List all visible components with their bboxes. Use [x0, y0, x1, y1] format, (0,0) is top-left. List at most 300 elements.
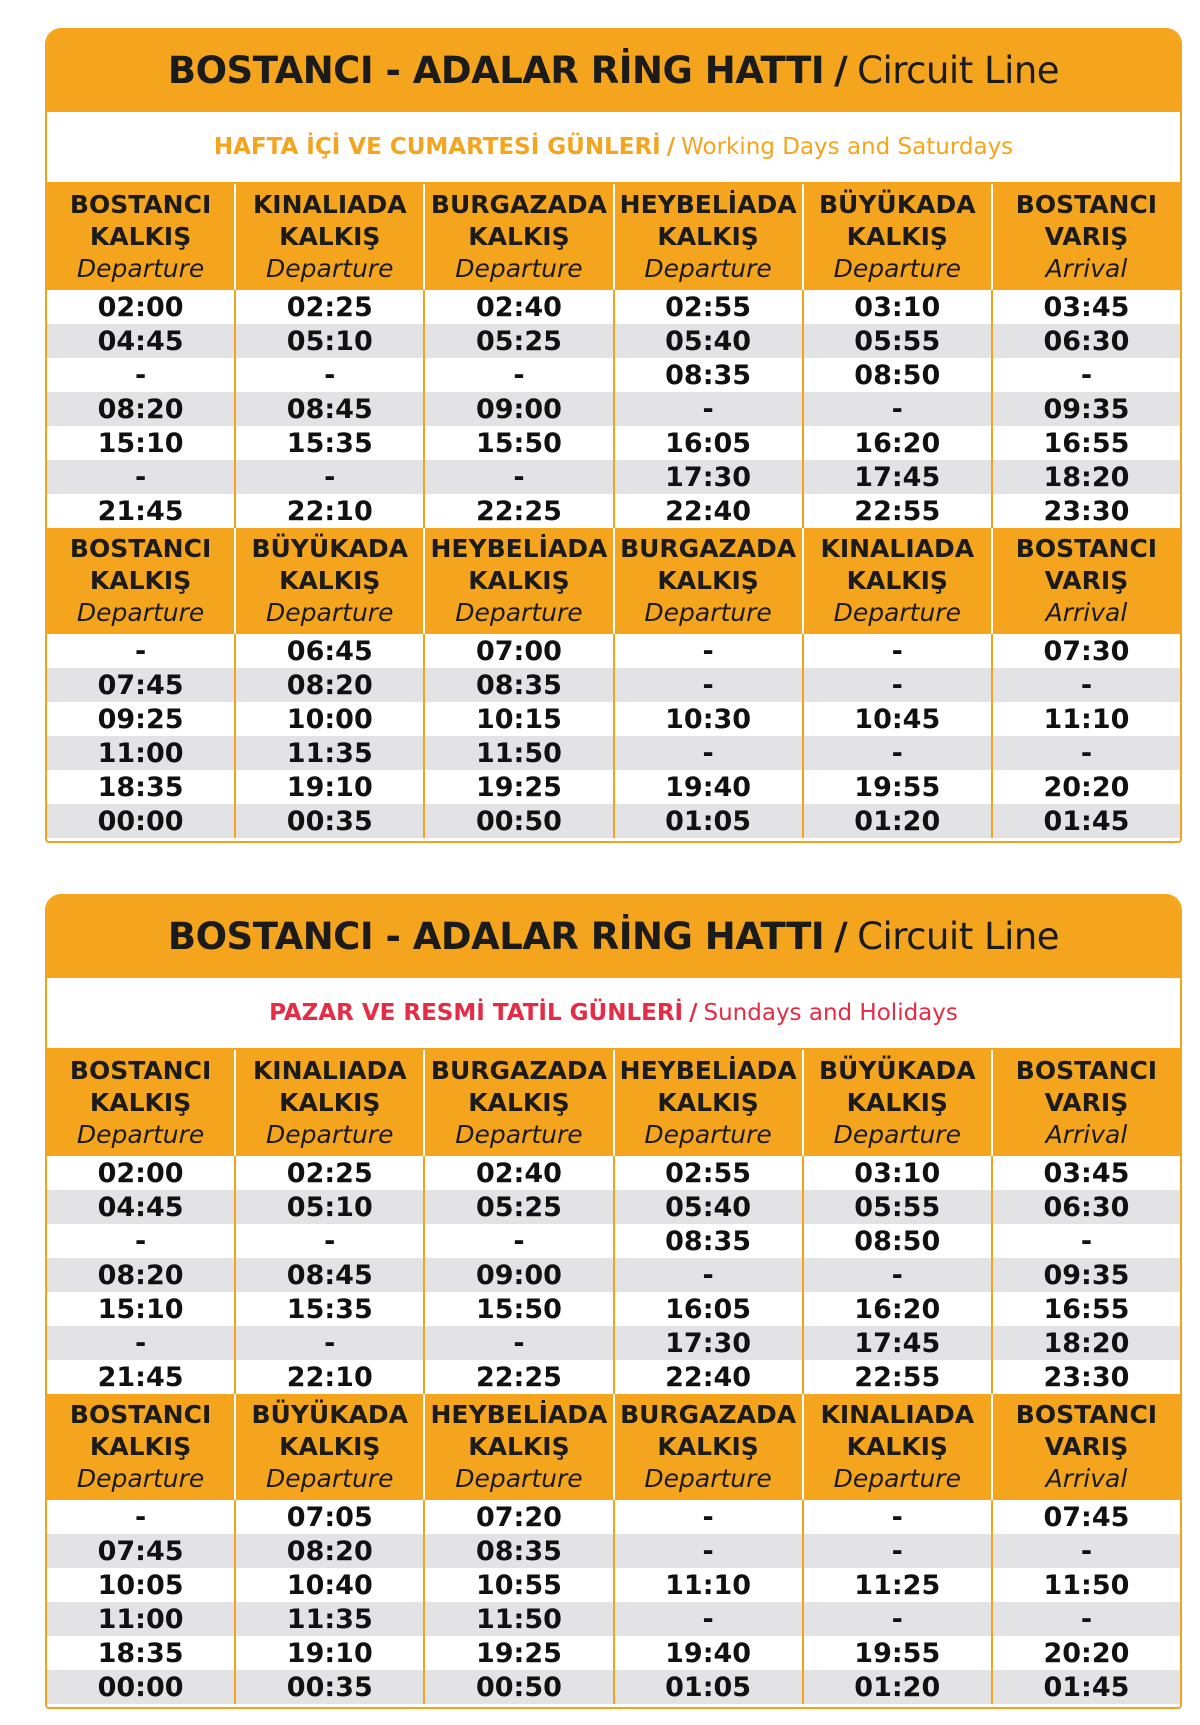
- table-row: [47, 736, 1180, 770]
- title-separator: /: [834, 48, 848, 92]
- table-row: [47, 1190, 1180, 1224]
- time-cell: 02:55: [615, 1156, 804, 1190]
- time-cell: 05:40: [615, 324, 804, 358]
- column-header: [615, 528, 804, 634]
- table-row: [47, 1670, 1180, 1704]
- time-cell: 01:45: [1043, 1671, 1130, 1703]
- time-cell: -: [615, 736, 804, 770]
- subtitle-turkish: PAZAR VE RESMİ TATİL GÜNLERİ: [269, 1000, 684, 1026]
- time-cell: 04:45: [47, 324, 236, 358]
- time-cell: 03:45: [1043, 1157, 1130, 1189]
- header-type: KALKIŞ: [846, 1088, 948, 1117]
- time-cell: 02:40: [425, 1156, 614, 1190]
- header-station: KINALIADA: [820, 534, 975, 563]
- table-row: [47, 1602, 1180, 1636]
- header-type-english: Departure: [833, 1120, 961, 1149]
- time-cell: 08:50: [804, 358, 993, 392]
- header-type-english: Departure: [644, 1120, 772, 1149]
- header-type: KALKIŞ: [657, 566, 759, 595]
- time-cell: -: [236, 358, 425, 392]
- header-type: KALKIŞ: [846, 566, 948, 595]
- weekday-timetable: [45, 28, 1182, 843]
- header-station: KINALIADA: [820, 1400, 975, 1429]
- time-cell: 07:30: [1043, 635, 1130, 667]
- time-cell: 10:05: [47, 1568, 236, 1602]
- time-cell: -: [425, 1224, 614, 1258]
- time-cell: 19:40: [615, 770, 804, 804]
- header-type-english: Departure: [76, 1464, 205, 1493]
- time-cell: -: [615, 1258, 804, 1292]
- time-cell: 11:10: [615, 1568, 804, 1602]
- time-cell: -: [804, 1258, 993, 1292]
- subtitle-turkish: HAFTA İÇİ VE CUMARTESİ GÜNLERİ: [213, 134, 661, 160]
- table-row: [47, 460, 1180, 494]
- header-station: BOSTANCI: [1015, 1400, 1158, 1429]
- column-header: [236, 184, 425, 290]
- time-cell: 08:20: [47, 1258, 236, 1292]
- time-cell: 10:15: [425, 702, 614, 736]
- time-cell: -: [1080, 1535, 1093, 1567]
- time-cell: 01:45: [1043, 805, 1130, 837]
- column-header: [993, 1394, 1180, 1500]
- time-cell: -: [425, 358, 614, 392]
- table-row: [47, 1224, 1180, 1258]
- header-station: BÜYÜKADA: [251, 1400, 409, 1429]
- time-cell: 22:25: [425, 494, 614, 528]
- time-cell: 17:30: [615, 1326, 804, 1360]
- header-type: KALKIŞ: [279, 1432, 381, 1461]
- table-row: [47, 634, 1180, 668]
- time-cell: 17:45: [804, 460, 993, 494]
- header-type-english: Departure: [266, 254, 394, 283]
- header-station: BOSTANCI: [69, 534, 212, 563]
- time-cell: -: [1080, 359, 1093, 391]
- header-station: KINALIADA: [252, 1056, 407, 1085]
- header-type-english: Departure: [644, 254, 772, 283]
- time-cell: 07:45: [47, 1534, 236, 1568]
- column-header: [615, 1394, 804, 1500]
- header-type-english: Departure: [266, 598, 394, 627]
- header-type: KALKIŞ: [468, 1088, 570, 1117]
- schedule-subtitle: [47, 112, 1180, 184]
- time-cell: 11:10: [1043, 703, 1130, 735]
- time-cell: 22:25: [425, 1360, 614, 1394]
- time-cell: 02:25: [236, 1156, 425, 1190]
- subtitle-english: Sundays and Holidays: [703, 1000, 958, 1026]
- time-cell: 07:00: [425, 634, 614, 668]
- header-type-english: Departure: [644, 1464, 772, 1493]
- header-type-english: Arrival: [1045, 1464, 1128, 1493]
- time-cell: 18:20: [1043, 461, 1130, 493]
- header-type: KALKIŞ: [846, 1432, 948, 1461]
- header-type-english: Departure: [76, 598, 205, 627]
- time-cell: 23:30: [1043, 495, 1130, 527]
- table-row: [47, 1636, 1180, 1670]
- time-cell: 02:00: [47, 290, 236, 324]
- column-header: [804, 528, 993, 634]
- time-cell: 05:55: [804, 1190, 993, 1224]
- time-cell: -: [615, 1534, 804, 1568]
- table-row: [47, 1156, 1180, 1190]
- time-cell: 08:20: [47, 392, 236, 426]
- time-cell: 07:05: [236, 1500, 425, 1534]
- header-type: VARIŞ: [1044, 1432, 1129, 1461]
- time-cell: 22:40: [615, 494, 804, 528]
- time-cell: -: [615, 668, 804, 702]
- time-cell: -: [804, 668, 993, 702]
- time-cell: -: [236, 1224, 425, 1258]
- column-header: [993, 184, 1180, 290]
- header-type: VARIŞ: [1044, 566, 1129, 595]
- time-cell: 09:00: [425, 1258, 614, 1292]
- time-cell: 16:20: [804, 1292, 993, 1326]
- header-station: HEYBELİADA: [619, 190, 797, 219]
- column-header: [425, 528, 614, 634]
- time-cell: 19:25: [425, 1636, 614, 1670]
- time-cell: 04:45: [47, 1190, 236, 1224]
- section-return: [47, 528, 1180, 838]
- table-row: [47, 324, 1180, 358]
- time-cell: 15:50: [425, 426, 614, 460]
- time-cell: 11:25: [804, 1568, 993, 1602]
- table-row: [47, 1500, 1180, 1534]
- section-outbound: [47, 184, 1180, 528]
- column-header: [615, 184, 804, 290]
- section-return: [47, 1394, 1180, 1704]
- title-english: Circuit Line: [857, 48, 1060, 92]
- title-separator: /: [834, 914, 848, 958]
- column-header: [47, 1394, 236, 1500]
- time-cell: 18:35: [47, 770, 236, 804]
- time-cell: 20:20: [1043, 771, 1130, 803]
- time-cell: 11:50: [425, 736, 614, 770]
- column-header: [425, 1050, 614, 1156]
- header-type-english: Departure: [76, 254, 205, 283]
- time-cell: 00:00: [47, 1670, 236, 1704]
- table-row: [47, 1360, 1180, 1394]
- time-cell: 05:10: [236, 1190, 425, 1224]
- column-header: [804, 184, 993, 290]
- header-station: HEYBELİADA: [430, 534, 608, 563]
- time-cell: 11:35: [236, 1602, 425, 1636]
- timetable-title: [47, 894, 1180, 978]
- time-cell: 08:20: [236, 668, 425, 702]
- header-station: BURGAZADA: [620, 534, 797, 563]
- time-cell: 20:20: [1043, 1637, 1130, 1669]
- time-cell: -: [804, 1500, 993, 1534]
- header-station: BÜYÜKADA: [251, 534, 409, 563]
- header-type: KALKIŞ: [468, 566, 570, 595]
- time-cell: 11:50: [425, 1602, 614, 1636]
- table-row: [47, 1292, 1180, 1326]
- subtitle-separator: /: [689, 1000, 698, 1026]
- table-row: [47, 702, 1180, 736]
- header-type-english: Departure: [833, 598, 961, 627]
- header-type-english: Departure: [455, 1120, 583, 1149]
- header-type-english: Departure: [833, 254, 961, 283]
- column-header: [47, 1050, 236, 1156]
- header-station: BOSTANCI: [1015, 190, 1158, 219]
- time-cell: 19:55: [804, 770, 993, 804]
- time-cell: 08:35: [425, 1534, 614, 1568]
- time-cell: 15:10: [47, 426, 236, 460]
- time-cell: 22:40: [615, 1360, 804, 1394]
- time-cell: 06:30: [1043, 1191, 1130, 1223]
- time-cell: -: [804, 392, 993, 426]
- time-cell: 00:50: [425, 1670, 614, 1704]
- column-header: [236, 1394, 425, 1500]
- time-cell: 01:05: [615, 1670, 804, 1704]
- time-cell: -: [615, 1602, 804, 1636]
- header-type-english: Departure: [455, 598, 583, 627]
- header-row: [47, 528, 1180, 634]
- table-row: [47, 392, 1180, 426]
- header-type: KALKIŞ: [279, 566, 381, 595]
- header-type: KALKIŞ: [468, 222, 570, 251]
- header-type-english: Departure: [455, 1464, 583, 1493]
- column-header: [615, 1050, 804, 1156]
- header-station: BURGAZADA: [430, 190, 607, 219]
- time-cell: 22:55: [804, 1360, 993, 1394]
- time-cell: 08:45: [236, 392, 425, 426]
- time-cell: 10:45: [804, 702, 993, 736]
- time-cell: 10:00: [236, 702, 425, 736]
- column-header: [236, 528, 425, 634]
- time-cell: -: [1080, 1603, 1093, 1635]
- title-main: BOSTANCI - ADALAR RİNG HATTI: [167, 914, 825, 958]
- header-type: KALKIŞ: [279, 1088, 381, 1117]
- time-cell: 06:30: [1043, 325, 1130, 357]
- time-cell: 16:20: [804, 426, 993, 460]
- time-cell: 00:35: [236, 804, 425, 838]
- column-header: [47, 184, 236, 290]
- header-row: [47, 1394, 1180, 1500]
- time-cell: 17:45: [804, 1326, 993, 1360]
- time-cell: 16:05: [615, 426, 804, 460]
- header-type: KALKIŞ: [468, 1432, 570, 1461]
- time-cell: -: [615, 392, 804, 426]
- time-cell: -: [47, 1224, 236, 1258]
- time-cell: 19:25: [425, 770, 614, 804]
- time-cell: 03:45: [1043, 291, 1130, 323]
- header-station: BOSTANCI: [1015, 1056, 1158, 1085]
- time-cell: 02:55: [615, 290, 804, 324]
- column-header: [804, 1394, 993, 1500]
- table-row: [47, 1258, 1180, 1292]
- subtitle-separator: /: [666, 134, 676, 160]
- header-type-english: Arrival: [1045, 598, 1128, 627]
- time-cell: -: [1080, 737, 1093, 769]
- header-type: KALKIŞ: [89, 1088, 192, 1117]
- table-row: [47, 804, 1180, 838]
- table-row: [47, 1534, 1180, 1568]
- time-cell: 07:45: [47, 668, 236, 702]
- time-cell: -: [804, 1602, 993, 1636]
- time-cell: 10:40: [236, 1568, 425, 1602]
- header-station: HEYBELİADA: [430, 1400, 608, 1429]
- table-row: [47, 494, 1180, 528]
- time-cell: 08:35: [615, 358, 804, 392]
- time-cell: 02:00: [47, 1156, 236, 1190]
- time-cell: 18:20: [1043, 1327, 1130, 1359]
- time-cell: 00:35: [236, 1670, 425, 1704]
- time-cell: -: [47, 358, 236, 392]
- time-cell: 08:20: [236, 1534, 425, 1568]
- column-header: [425, 184, 614, 290]
- header-type-english: Departure: [266, 1120, 394, 1149]
- header-station: BURGAZADA: [430, 1056, 607, 1085]
- time-cell: 09:35: [1043, 393, 1130, 425]
- time-cell: 01:05: [615, 804, 804, 838]
- time-cell: 08:45: [236, 1258, 425, 1292]
- time-cell: -: [615, 634, 804, 668]
- time-cell: -: [1080, 1225, 1093, 1257]
- time-cell: 19:55: [804, 1636, 993, 1670]
- time-cell: 11:50: [1043, 1569, 1130, 1601]
- header-station: HEYBELİADA: [619, 1056, 797, 1085]
- time-cell: 09:25: [47, 702, 236, 736]
- subtitle-english: Working Days and Saturdays: [681, 134, 1014, 160]
- time-cell: 16:55: [1043, 1293, 1130, 1325]
- header-station: BÜYÜKADA: [818, 1056, 976, 1085]
- time-cell: 19:10: [236, 770, 425, 804]
- time-cell: 09:35: [1043, 1259, 1130, 1291]
- time-cell: 19:10: [236, 1636, 425, 1670]
- time-cell: 10:30: [615, 702, 804, 736]
- time-cell: -: [236, 1326, 425, 1360]
- time-cell: 15:35: [236, 1292, 425, 1326]
- table-row: [47, 1326, 1180, 1360]
- header-type: KALKIŞ: [657, 1088, 759, 1117]
- time-cell: 03:10: [804, 1156, 993, 1190]
- time-cell: 11:00: [47, 1602, 236, 1636]
- section-outbound: [47, 1050, 1180, 1394]
- time-cell: 16:55: [1043, 427, 1130, 459]
- time-cell: 05:25: [425, 1190, 614, 1224]
- header-row: [47, 1050, 1180, 1156]
- header-type: VARIŞ: [1044, 222, 1129, 251]
- header-station: BOSTANCI: [69, 1056, 212, 1085]
- time-cell: 11:35: [236, 736, 425, 770]
- time-cell: -: [47, 1326, 236, 1360]
- time-cell: 01:20: [804, 804, 993, 838]
- time-cell: 05:40: [615, 1190, 804, 1224]
- time-cell: 15:50: [425, 1292, 614, 1326]
- header-row: [47, 184, 1180, 290]
- time-cell: 01:20: [804, 1670, 993, 1704]
- time-cell: 08:35: [425, 668, 614, 702]
- table-row: [47, 668, 1180, 702]
- header-type-english: Departure: [644, 598, 772, 627]
- time-cell: -: [236, 460, 425, 494]
- time-cell: 18:35: [47, 1636, 236, 1670]
- header-station: BURGAZADA: [620, 1400, 797, 1429]
- header-station: BOSTANCI: [1015, 534, 1158, 563]
- time-cell: 08:50: [804, 1224, 993, 1258]
- timetable-title: [47, 28, 1180, 112]
- header-type: KALKIŞ: [279, 222, 381, 251]
- column-header: [236, 1050, 425, 1156]
- header-type: KALKIŞ: [846, 222, 948, 251]
- time-cell: 07:45: [1043, 1501, 1130, 1533]
- time-cell: 02:40: [425, 290, 614, 324]
- header-station: BÜYÜKADA: [818, 190, 976, 219]
- header-station: BOSTANCI: [69, 1400, 212, 1429]
- time-cell: 22:10: [236, 1360, 425, 1394]
- column-header: [993, 1050, 1180, 1156]
- header-type-english: Departure: [833, 1464, 961, 1493]
- header-type: KALKIŞ: [89, 1432, 192, 1461]
- table-row: [47, 358, 1180, 392]
- header-type: KALKIŞ: [89, 566, 192, 595]
- time-cell: 10:55: [425, 1568, 614, 1602]
- time-cell: -: [615, 1500, 804, 1534]
- column-header: [993, 528, 1180, 634]
- title-main: BOSTANCI - ADALAR RİNG HATTI: [167, 48, 825, 92]
- time-cell: -: [425, 1326, 614, 1360]
- time-cell: 09:00: [425, 392, 614, 426]
- header-type-english: Departure: [455, 254, 583, 283]
- schedule-subtitle: [47, 978, 1180, 1050]
- title-english: Circuit Line: [857, 914, 1060, 958]
- time-cell: 23:30: [1043, 1361, 1130, 1393]
- time-cell: 05:10: [236, 324, 425, 358]
- time-cell: -: [47, 634, 236, 668]
- header-type-english: Arrival: [1045, 254, 1128, 283]
- time-cell: 00:00: [47, 804, 236, 838]
- header-station: BOSTANCI: [69, 190, 212, 219]
- header-type: VARIŞ: [1044, 1088, 1129, 1117]
- time-cell: 16:05: [615, 1292, 804, 1326]
- time-cell: 06:45: [236, 634, 425, 668]
- table-row: [47, 426, 1180, 460]
- time-cell: 21:45: [47, 494, 236, 528]
- time-cell: 22:10: [236, 494, 425, 528]
- column-header: [804, 1050, 993, 1156]
- header-type-english: Arrival: [1045, 1120, 1128, 1149]
- time-cell: 07:20: [425, 1500, 614, 1534]
- time-cell: 05:25: [425, 324, 614, 358]
- time-cell: 19:40: [615, 1636, 804, 1670]
- time-cell: -: [425, 460, 614, 494]
- time-cell: 02:25: [236, 290, 425, 324]
- column-header: [425, 1394, 614, 1500]
- header-type-english: Departure: [266, 1464, 394, 1493]
- time-cell: -: [804, 634, 993, 668]
- time-cell: -: [47, 460, 236, 494]
- time-cell: 03:10: [804, 290, 993, 324]
- table-row: [47, 770, 1180, 804]
- header-station: KINALIADA: [252, 190, 407, 219]
- header-type: KALKIŞ: [89, 222, 192, 251]
- time-cell: 17:30: [615, 460, 804, 494]
- time-cell: -: [47, 1500, 236, 1534]
- time-cell: 15:10: [47, 1292, 236, 1326]
- time-cell: 22:55: [804, 494, 993, 528]
- header-type: KALKIŞ: [657, 222, 759, 251]
- time-cell: -: [804, 736, 993, 770]
- time-cell: 00:50: [425, 804, 614, 838]
- header-type: KALKIŞ: [657, 1432, 759, 1461]
- time-cell: -: [1080, 669, 1093, 701]
- time-cell: 15:35: [236, 426, 425, 460]
- column-header: [47, 528, 236, 634]
- table-row: [47, 1568, 1180, 1602]
- time-cell: 05:55: [804, 324, 993, 358]
- sunday-timetable: [45, 894, 1182, 1709]
- time-cell: 08:35: [615, 1224, 804, 1258]
- time-cell: 21:45: [47, 1360, 236, 1394]
